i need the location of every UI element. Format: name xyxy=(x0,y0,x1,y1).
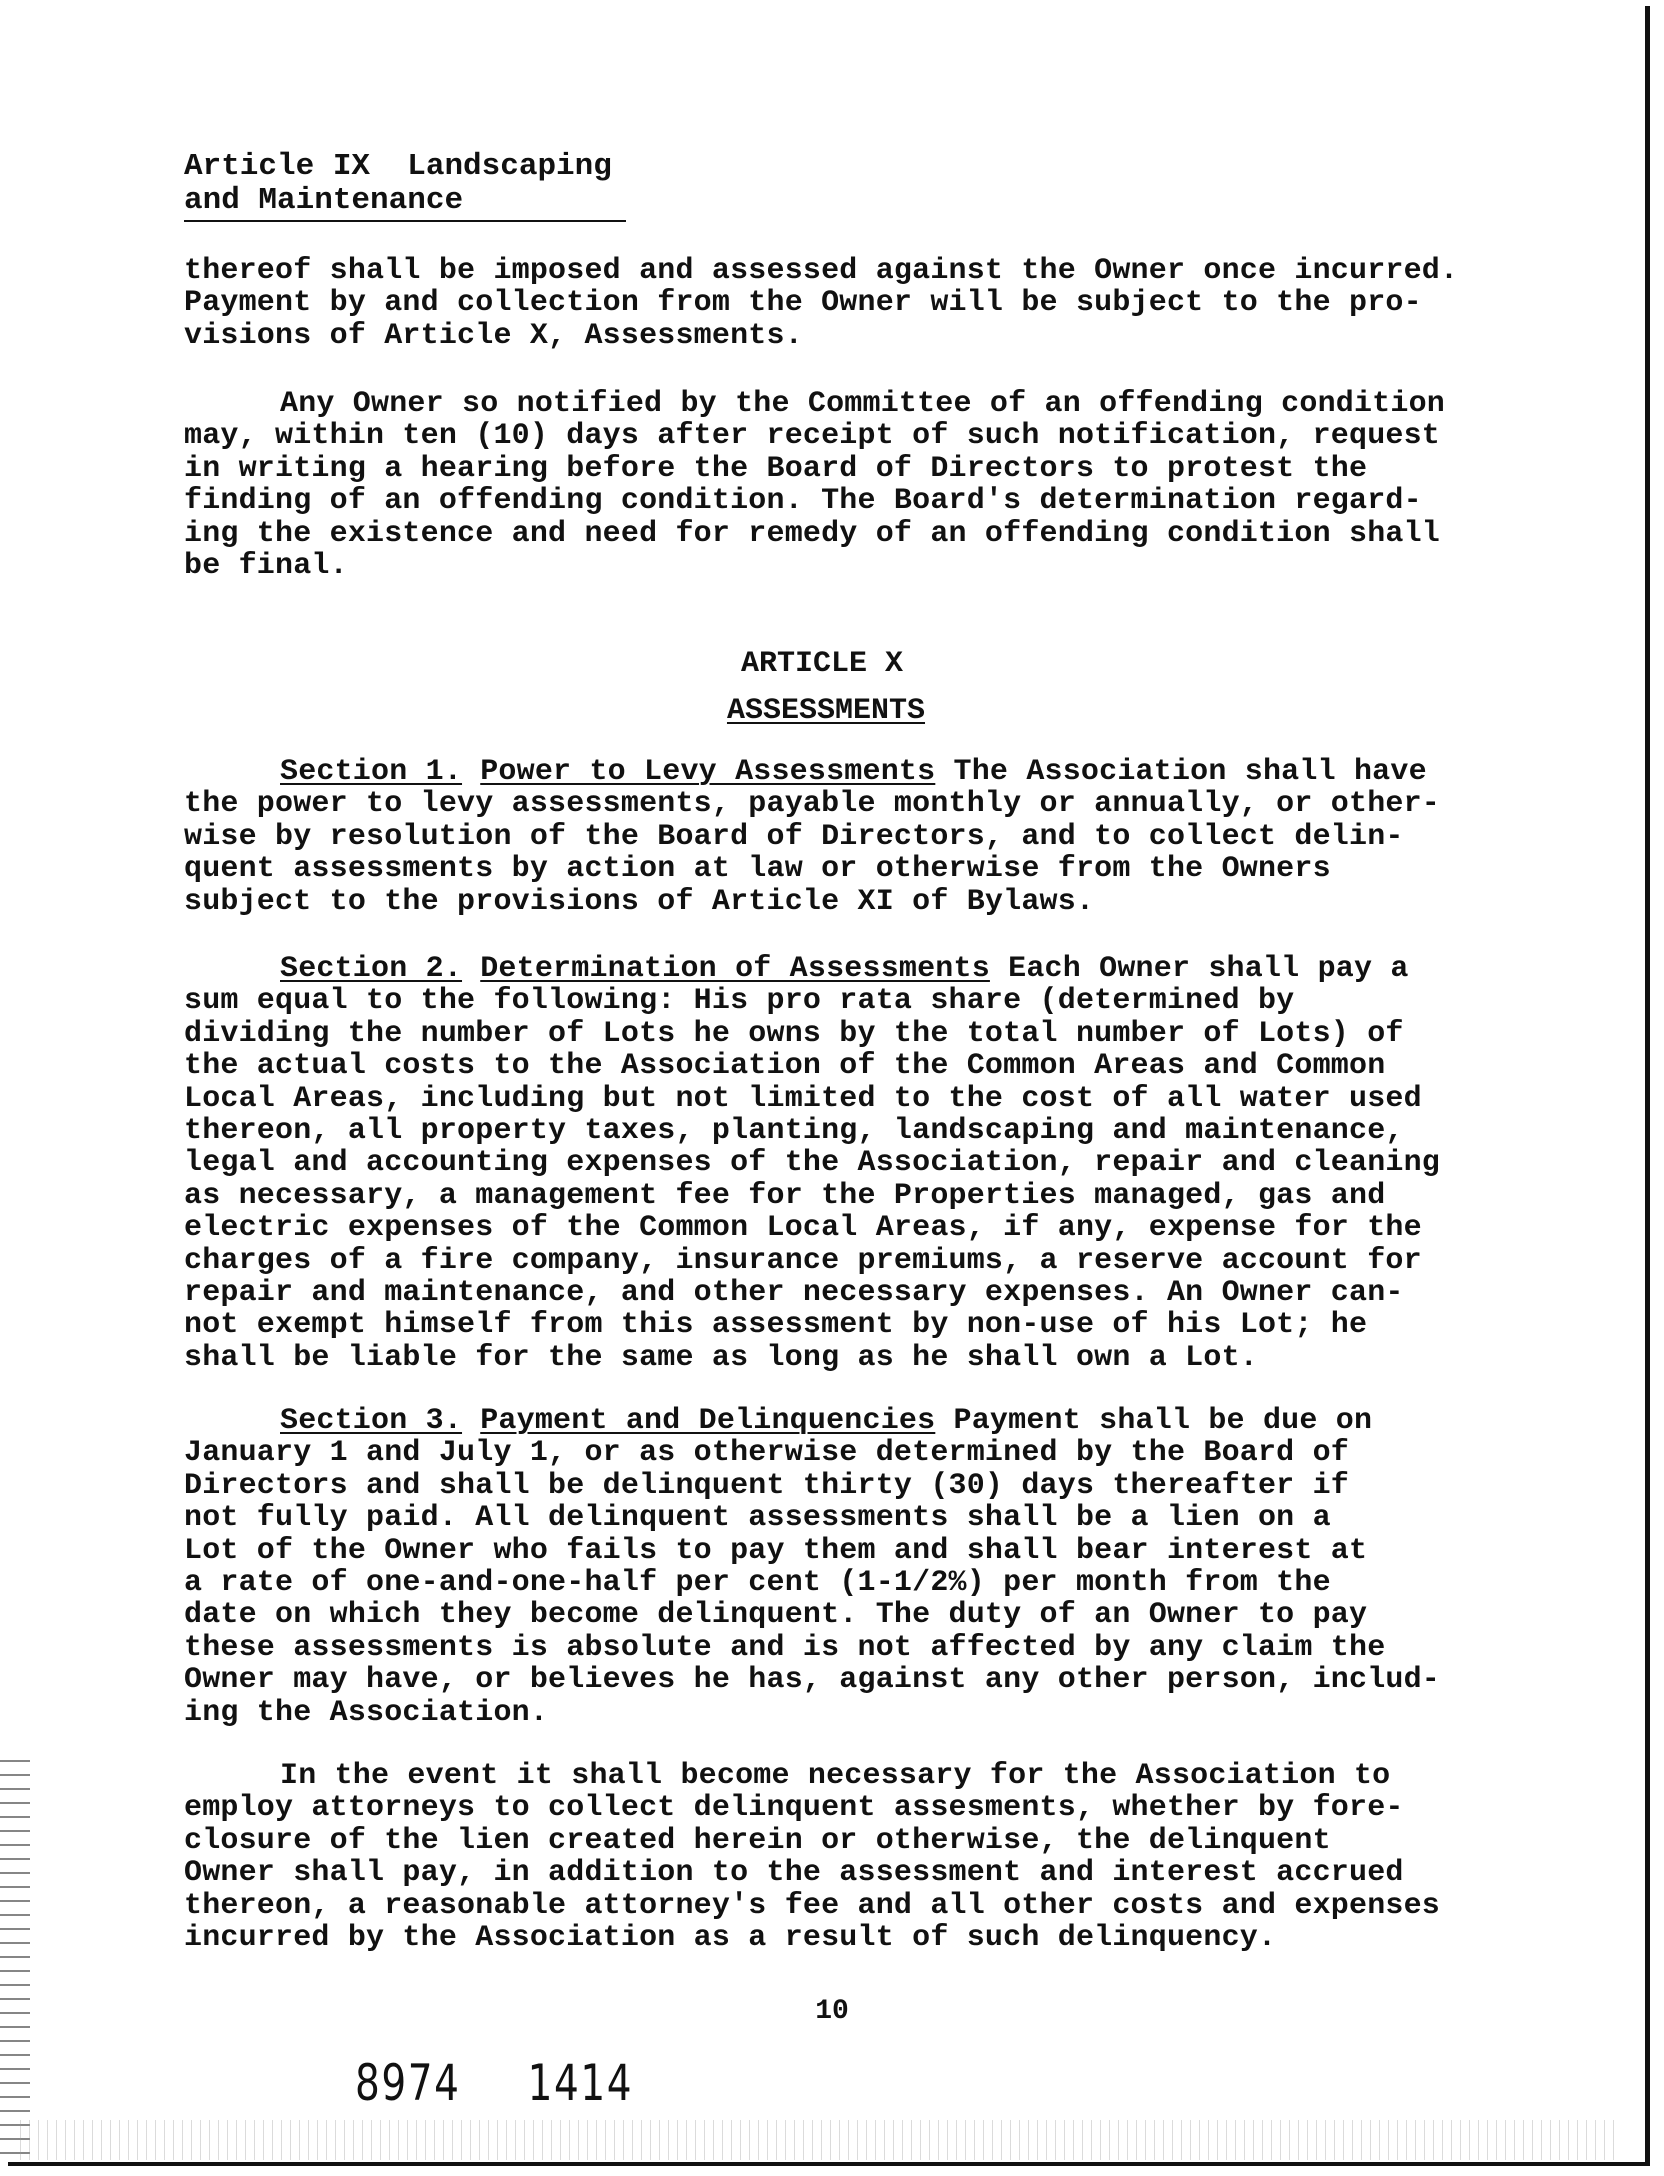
scan-noise xyxy=(0,1760,30,2160)
handwritten-bates-number xyxy=(355,2054,633,2112)
section-2 xyxy=(184,953,1524,1374)
page-number: 10 xyxy=(815,1996,849,2027)
handwritten-number-right: 1414 xyxy=(527,2054,634,2112)
section-3 xyxy=(184,1405,1524,1729)
section-3-text: Payment shall be due on January 1 and July 1, or as otherwise determined by the Board of Directors and shall be delinquent thirty (30) days thereafter if not fully paid. All delinquent assessments shall be a lien on a Lot of the Owner who fails to pay them and shall bear interest at a rate of one-and-one-half per cent (1-1/2%) per month from the date on which they become delinquent. The duty of an Owner to pay these assessments is absolute and is not affected by any claim the Owner may have, or believes he has, against any other person, includ- ing the Association. xyxy=(184,1404,1441,1730)
paragraph-attorney-fees: In the event it shall become necessary for the Association to employ attorneys to collect delinquent assesments, whether by fore- closure of the lien created herein or otherwise, the delinquent Owner shall pay, in addition to the assessment and interest accrued thereon, a reasonable attorney's fee and all other costs and expenses incurred by the Association as a result of such delinquency. xyxy=(184,1759,1441,1956)
section-2-heading: Determination of Assessments xyxy=(480,952,990,986)
article-title: ARTICLE X xyxy=(740,647,904,681)
section-1-heading: Power to Levy Assessments xyxy=(480,755,936,789)
scan-noise-bottom xyxy=(20,2120,1620,2160)
section-1-number: Section 1. xyxy=(280,755,463,789)
section-1 xyxy=(184,756,1524,918)
section-3-heading: Payment and Delinquencies xyxy=(480,1404,936,1438)
handwritten-number-left: 8974 xyxy=(355,2054,461,2112)
paragraph-offending-condition: Any Owner so notified by the Committee of an offending condition may, within ten (10) days after receipt of such notification, request in writing a hearing before the Board of Directors to protest the finding of an offending condition. The Board's determination regard- ing the existence and need for remedy of an offending condition shall be final. xyxy=(184,387,1445,584)
header-line-1: Article IX Landscaping xyxy=(184,149,612,184)
section-1-text: The Association shall have the power to levy assessments, payable monthly or annually, or other- wise by resolution of the Board of Directors, and to collect delin- quent assessments by action at law or otherwise from the Owners subject to the provisions of Article XI of Bylaws. xyxy=(184,755,1441,919)
header-line-2: and Maintenance xyxy=(184,184,626,222)
running-header xyxy=(184,150,626,222)
section-3-number: Section 3. xyxy=(280,1404,463,1438)
section-2-text: Each Owner shall pay a sum equal to the following: His pro rata share (determined by dividing the number of Lots he owns by the total number of Lots) of the actual costs to the Association of the Common Areas and Common Local Areas, including but not limited to the cost of all water used thereon, all property taxes, planting, landscaping and maintenance, legal and accounting expenses of the Association, repair and cleaning as necessary, a management fee for the Properties managed, gas and electric expenses of the Common Local Areas, if any, expense for the charges of a fire company, insurance premiums, a reserve account for repair and maintenance, and other necessary expenses. An Owner can- not exempt himself from this assessment by non-use of his Lot; he shall be liable for the same as long as he shall own a Lot. xyxy=(184,952,1441,1375)
section-2-number: Section 2. xyxy=(280,952,463,986)
paragraph-continuation: thereof shall be imposed and assessed against the Owner once incurred. Payment by and collection from the Owner will be subject to the pro- visions of Article X, Assessments. xyxy=(184,254,1459,353)
article-subtitle: ASSESSMENTS xyxy=(726,694,926,728)
